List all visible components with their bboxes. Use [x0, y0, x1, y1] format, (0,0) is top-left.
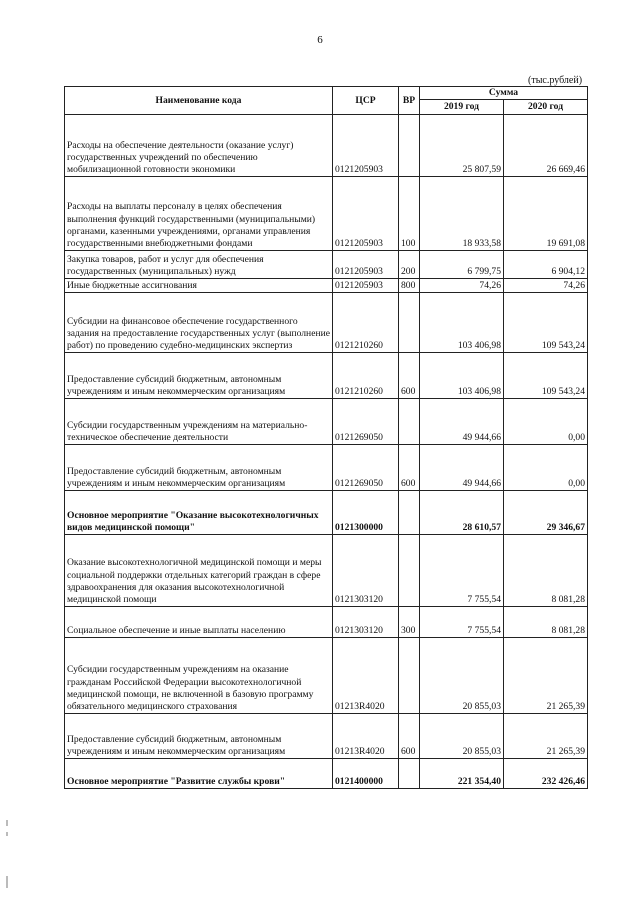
- table-row: [65, 279, 588, 293]
- row-csr: 0121210260: [333, 353, 399, 399]
- row-name: Субсидии на финансовое обеспечение государственного задания на предоставление государственных услуг (выполнение работ) по проведению судебно-медицинских экспертиз: [65, 293, 333, 353]
- row-2019: 7 755,54: [420, 535, 504, 607]
- row-vr: 800: [399, 279, 420, 293]
- row-2020: 26 669,46: [504, 115, 588, 177]
- row-csr: 01213R4020: [333, 638, 399, 714]
- table-row: [65, 714, 588, 759]
- row-csr: 0121205903: [333, 279, 399, 293]
- row-name: Расходы на выплаты персоналу в целях обеспечения выполнения функций государственными (муниципальными) органами, казенными учреждениями, органами управления государственными внебюджетными фондами: [65, 177, 333, 251]
- header-sum: Сумма: [420, 87, 588, 100]
- table-row: [65, 445, 588, 491]
- row-2020: 21 265,39: [504, 638, 588, 714]
- row-csr: 0121300000: [333, 491, 399, 535]
- table-row: [65, 759, 588, 789]
- row-csr: 0121205903: [333, 177, 399, 251]
- table-row: [65, 638, 588, 714]
- row-2019: 20 855,03: [420, 638, 504, 714]
- row-csr: 0121205903: [333, 115, 399, 177]
- table-row: [65, 177, 588, 251]
- row-2019: 7 755,54: [420, 607, 504, 638]
- table-row: [65, 607, 588, 638]
- header-2020: 2020 год: [504, 100, 588, 115]
- row-vr: [399, 491, 420, 535]
- table-row: [65, 491, 588, 535]
- row-2019: 49 944,66: [420, 399, 504, 445]
- row-2019: 74,26: [420, 279, 504, 293]
- table-row: [65, 535, 588, 607]
- row-vr: [399, 293, 420, 353]
- row-2020: 8 081,28: [504, 607, 588, 638]
- row-2019: 49 944,66: [420, 445, 504, 491]
- row-2020: 21 265,39: [504, 714, 588, 759]
- budget-table: [64, 86, 588, 789]
- row-csr: 0121205903: [333, 251, 399, 279]
- row-vr: [399, 535, 420, 607]
- table-row: [65, 293, 588, 353]
- row-vr: [399, 399, 420, 445]
- table-row: [65, 251, 588, 279]
- units-label: (тыс.рублей): [528, 75, 583, 86]
- header-csr: ЦСР: [333, 87, 399, 115]
- row-2020: 29 346,67: [504, 491, 588, 535]
- table-row: [65, 115, 588, 177]
- row-name: Расходы на обеспечение деятельности (оказание услуг) государственных учреждений по обеспечению мобилизационной готовности экономики: [65, 115, 333, 177]
- row-2019: 25 807,59: [420, 115, 504, 177]
- table-row: [65, 353, 588, 399]
- row-vr: 600: [399, 353, 420, 399]
- row-2019: 28 610,57: [420, 491, 504, 535]
- row-2020: 74,26: [504, 279, 588, 293]
- row-2019: 6 799,75: [420, 251, 504, 279]
- row-2020: 232 426,46: [504, 759, 588, 789]
- row-vr: 200: [399, 251, 420, 279]
- row-2020: 19 691,08: [504, 177, 588, 251]
- row-name: Субсидии государственным учреждениям на оказание гражданам Российской Федерации высокотехнологичной медицинской помощи, не включенной в базовую программу обязательного медицинского страхования: [65, 638, 333, 714]
- row-name: Основное мероприятие "Оказание высокотехнологичных видов медицинской помощи": [65, 491, 333, 535]
- row-vr: 600: [399, 445, 420, 491]
- row-name: Социальное обеспечение и иные выплаты населению: [65, 607, 333, 638]
- row-2020: 109 543,24: [504, 353, 588, 399]
- scan-margin-marks: [6, 0, 10, 905]
- page-number: 6: [317, 34, 323, 46]
- row-vr: [399, 759, 420, 789]
- row-2020: 0,00: [504, 399, 588, 445]
- table-row: [65, 399, 588, 445]
- row-name: Иные бюджетные ассигнования: [65, 279, 333, 293]
- row-name: Основное мероприятие "Развитие службы крови": [65, 759, 333, 789]
- row-csr: 0121303120: [333, 535, 399, 607]
- row-csr: 01213R4020: [333, 714, 399, 759]
- row-name: Предоставление субсидий бюджетным, автономным учреждениям и иным некоммерческим организациям: [65, 353, 333, 399]
- header-vr: ВР: [399, 87, 420, 115]
- row-2019: 103 406,98: [420, 293, 504, 353]
- row-2019: 20 855,03: [420, 714, 504, 759]
- row-vr: 600: [399, 714, 420, 759]
- row-csr: 0121269050: [333, 399, 399, 445]
- row-2020: 6 904,12: [504, 251, 588, 279]
- row-2019: 221 354,40: [420, 759, 504, 789]
- row-2019: 103 406,98: [420, 353, 504, 399]
- row-vr: 300: [399, 607, 420, 638]
- row-2020: 8 081,28: [504, 535, 588, 607]
- row-2019: 18 933,58: [420, 177, 504, 251]
- row-vr: [399, 638, 420, 714]
- row-2020: 109 543,24: [504, 293, 588, 353]
- row-vr: [399, 115, 420, 177]
- row-name: Субсидии государственным учреждениям на материально-техническое обеспечение деятельности: [65, 399, 333, 445]
- row-csr: 0121400000: [333, 759, 399, 789]
- row-csr: 0121269050: [333, 445, 399, 491]
- row-csr: 0121303120: [333, 607, 399, 638]
- header-2019: 2019 год: [420, 100, 504, 115]
- row-name: Предоставление субсидий бюджетным, автономным учреждениям и иным некоммерческим организациям: [65, 714, 333, 759]
- row-2020: 0,00: [504, 445, 588, 491]
- header-name: Наименование кода: [65, 87, 333, 115]
- row-csr: 0121210260: [333, 293, 399, 353]
- row-vr: 100: [399, 177, 420, 251]
- row-name: Закупка товаров, работ и услуг для обеспечения государственных (муниципальных) нужд: [65, 251, 333, 279]
- row-name: Оказание высокотехнологичной медицинской помощи и меры социальной поддержки отдельных категорий граждан в сфере здравоохранения для оказания высокотехнологичной медицинской помощи: [65, 535, 333, 607]
- row-name: Предоставление субсидий бюджетным, автономным учреждениям и иным некоммерческим организациям: [65, 445, 333, 491]
